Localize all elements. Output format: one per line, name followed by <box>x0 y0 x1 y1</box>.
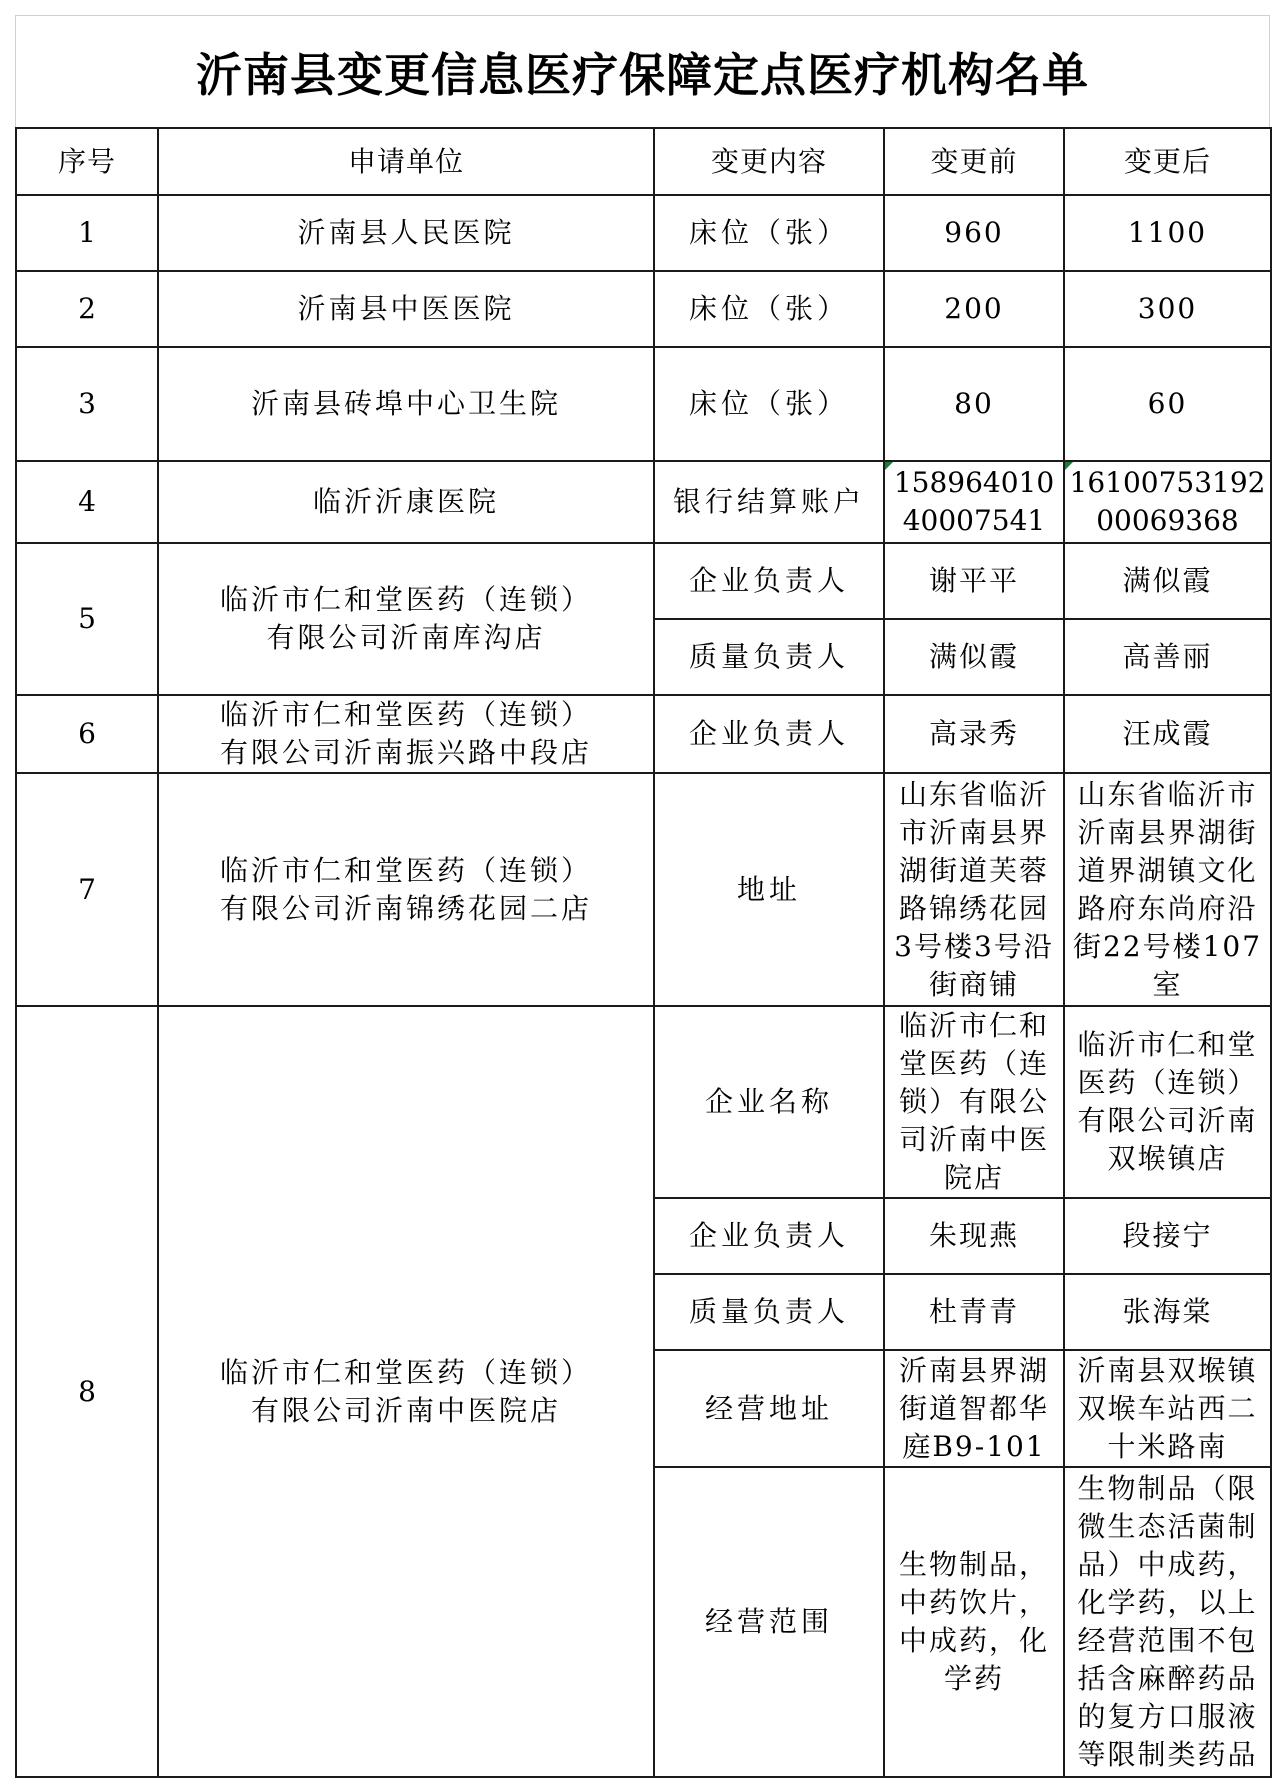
org-line-1: 临沂市仁和堂医药（连锁） <box>219 583 592 616</box>
change-item: 床位（张） <box>654 195 884 271</box>
table-row <box>16 695 1271 773</box>
change-after: 汪成霞 <box>1064 695 1271 773</box>
table-row <box>16 271 1271 347</box>
change-after: 沂南县双堠镇双堠车站西二十米路南 <box>1064 1350 1271 1467</box>
row-org <box>158 543 654 695</box>
change-item: 床位（张） <box>654 347 884 461</box>
row-no: 1 <box>16 195 158 271</box>
change-after: 段接宁 <box>1064 1198 1271 1274</box>
org-line-2: 有限公司沂南中医院店 <box>250 1393 561 1427</box>
row-org <box>158 1006 654 1777</box>
change-before: 生物制品，中药饮片，中成药，化学药 <box>884 1467 1064 1777</box>
row-no: 6 <box>16 695 158 773</box>
change-after: 张海棠 <box>1064 1274 1271 1350</box>
header-before: 变更前 <box>884 128 1064 195</box>
org-line-2: 有限公司沂南振兴路中段店 <box>219 736 592 769</box>
org-line-1: 临沂市仁和堂医药（连锁） <box>219 853 592 887</box>
change-after: 1100 <box>1064 195 1271 271</box>
document-page <box>15 15 1270 1770</box>
change-before <box>884 461 1064 543</box>
change-item: 企业负责人 <box>654 543 884 619</box>
table-row <box>16 461 1271 543</box>
change-item: 地址 <box>654 773 884 1006</box>
row-org: 沂南县人民医院 <box>158 195 654 271</box>
header-item: 变更内容 <box>654 128 884 195</box>
change-after: 满似霞 <box>1064 543 1271 619</box>
change-before: 高录秀 <box>884 695 1064 773</box>
change-item: 企业负责人 <box>654 695 884 773</box>
header-no: 序号 <box>16 128 158 195</box>
change-item: 经营地址 <box>654 1350 884 1467</box>
change-before: 满似霞 <box>884 619 1064 695</box>
change-before: 80 <box>884 347 1064 461</box>
table-row <box>16 543 1271 619</box>
change-after: 生物制品（限微生态活菌制品）中成药，化学药，以上经营范围不包括含麻醉药品的复方口服液等限制类药品 <box>1064 1467 1271 1777</box>
cell-marker-icon <box>1065 462 1073 470</box>
change-before: 朱现燕 <box>884 1198 1064 1274</box>
header-org: 申请单位 <box>158 128 654 195</box>
row-no: 2 <box>16 271 158 347</box>
change-after: 高善丽 <box>1064 619 1271 695</box>
change-before: 谢平平 <box>884 543 1064 619</box>
change-before: 200 <box>884 271 1064 347</box>
change-after: 300 <box>1064 271 1271 347</box>
cell-marker-icon <box>885 462 893 470</box>
change-after <box>1064 461 1271 543</box>
change-item: 银行结算账户 <box>654 461 884 543</box>
change-item: 企业名称 <box>654 1006 884 1198</box>
row-no: 8 <box>16 1006 158 1777</box>
change-item: 质量负责人 <box>654 1274 884 1350</box>
table-row <box>16 195 1271 271</box>
account-before-value: 15896401040007541 <box>893 466 1055 537</box>
row-org <box>158 695 654 773</box>
row-org: 沂南县中医医院 <box>158 271 654 347</box>
change-after: 山东省临沂市沂南县界湖街道界湖镇文化路府东尚府沿街22号楼107室 <box>1064 773 1271 1006</box>
table-row <box>16 773 1271 1006</box>
table-header-row <box>16 128 1271 195</box>
change-after: 临沂市仁和堂医药（连锁）有限公司沂南双堠镇店 <box>1064 1006 1271 1198</box>
change-before: 山东省临沂市沂南县界湖街道芙蓉路锦绣花园3号楼3号沿街商铺 <box>884 773 1064 1006</box>
change-before: 临沂市仁和堂医药（连锁）有限公司沂南中医院店 <box>884 1006 1064 1198</box>
document-title: 沂南县变更信息医疗保障定点医疗机构名单 <box>15 15 1270 127</box>
change-after: 60 <box>1064 347 1271 461</box>
change-before: 960 <box>884 195 1064 271</box>
org-line-1: 临沂市仁和堂医药（连锁） <box>219 1355 592 1389</box>
account-after-value: 1610075319200069368 <box>1069 466 1266 537</box>
header-after: 变更后 <box>1064 128 1271 195</box>
change-item: 企业负责人 <box>654 1198 884 1274</box>
change-item: 床位（张） <box>654 271 884 347</box>
change-item: 质量负责人 <box>654 619 884 695</box>
table-row <box>16 1006 1271 1198</box>
row-no: 3 <box>16 347 158 461</box>
row-no: 7 <box>16 773 158 1006</box>
org-line-2: 有限公司沂南锦绣花园二店 <box>219 891 592 925</box>
row-no: 5 <box>16 543 158 695</box>
change-before: 杜青青 <box>884 1274 1064 1350</box>
org-line-2: 有限公司沂南库沟店 <box>266 621 546 654</box>
change-list-table <box>15 127 1272 1778</box>
row-no: 4 <box>16 461 158 543</box>
change-before: 沂南县界湖街道智都华庭B9-101 <box>884 1350 1064 1467</box>
org-line-1: 临沂市仁和堂医药（连锁） <box>219 698 592 731</box>
change-item: 经营范围 <box>654 1467 884 1777</box>
row-org: 沂南县砖埠中心卫生院 <box>158 347 654 461</box>
table-row <box>16 347 1271 461</box>
row-org: 临沂沂康医院 <box>158 461 654 543</box>
row-org <box>158 773 654 1006</box>
